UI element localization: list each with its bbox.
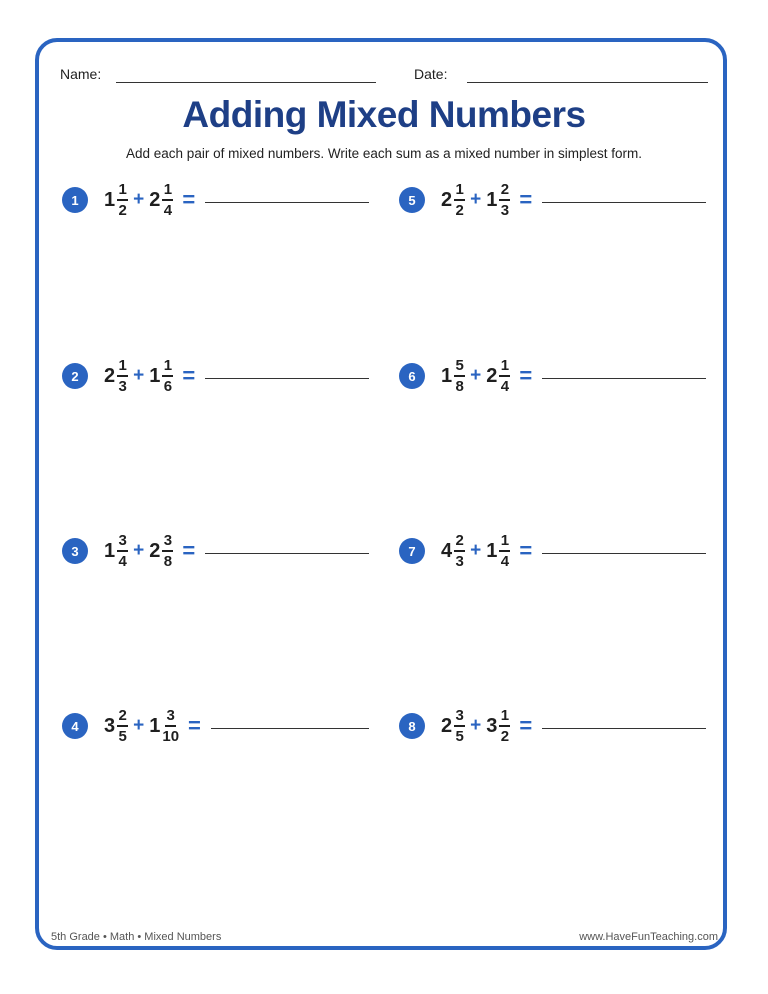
whole-number: 2 xyxy=(104,364,116,387)
problem-1 xyxy=(62,175,369,225)
answer-line[interactable] xyxy=(542,728,706,729)
denominator: 4 xyxy=(500,553,510,570)
plus-sign: + xyxy=(133,189,145,210)
fraction xyxy=(499,708,510,744)
whole-number: 4 xyxy=(441,539,453,562)
numerator: 5 xyxy=(454,358,465,377)
problem-expression xyxy=(441,358,532,394)
answer-line[interactable] xyxy=(205,378,369,379)
equals-sign: = xyxy=(182,187,196,212)
answer-line[interactable] xyxy=(205,553,369,554)
plus-sign: + xyxy=(470,715,482,736)
problem-2 xyxy=(62,351,369,401)
mixed-number xyxy=(441,182,465,218)
mixed-number xyxy=(486,182,510,218)
mixed-number xyxy=(149,533,173,569)
problem-number-badge: 6 xyxy=(399,363,425,389)
problem-number-badge: 8 xyxy=(399,713,425,739)
fraction xyxy=(499,182,510,218)
problem-expression xyxy=(104,358,195,394)
numerator: 2 xyxy=(499,182,510,201)
whole-number: 1 xyxy=(104,188,116,211)
mixed-number xyxy=(104,708,128,744)
whole-number: 1 xyxy=(441,364,453,387)
fraction xyxy=(117,708,128,744)
whole-number: 1 xyxy=(104,539,116,562)
fraction xyxy=(454,708,465,744)
answer-line[interactable] xyxy=(542,202,706,203)
footer-tags: 5th Grade • Math • Mixed Numbers xyxy=(51,931,222,943)
numerator: 3 xyxy=(454,708,465,727)
instructions: Add each pair of mixed numbers. Write each sum as a mixed number in simplest form. xyxy=(126,146,642,161)
problem-number-badge: 2 xyxy=(62,363,88,389)
problem-number-badge: 4 xyxy=(62,713,88,739)
denominator: 8 xyxy=(163,553,173,570)
mixed-number xyxy=(441,708,465,744)
mixed-number xyxy=(149,358,173,394)
mixed-number xyxy=(149,182,173,218)
mixed-number xyxy=(486,533,510,569)
numerator: 1 xyxy=(162,182,173,201)
problem-5 xyxy=(399,175,706,225)
numerator: 3 xyxy=(117,533,128,552)
plus-sign: + xyxy=(133,365,145,386)
numerator: 1 xyxy=(499,358,510,377)
mixed-number xyxy=(441,358,465,394)
mixed-number xyxy=(104,533,128,569)
problem-6 xyxy=(399,351,706,401)
problem-number-badge: 3 xyxy=(62,538,88,564)
fraction xyxy=(162,708,179,744)
denominator: 2 xyxy=(455,202,464,219)
plus-sign: + xyxy=(470,189,482,210)
whole-number: 2 xyxy=(441,714,453,737)
equals-sign: = xyxy=(188,713,201,738)
mixed-number xyxy=(441,533,465,569)
mixed-number xyxy=(104,358,128,394)
problem-expression xyxy=(104,182,195,218)
problem-expression xyxy=(104,533,195,569)
denominator: 2 xyxy=(500,728,510,745)
equals-sign: = xyxy=(182,363,196,388)
whole-number: 3 xyxy=(104,714,116,737)
equals-sign: = xyxy=(519,538,533,563)
fraction xyxy=(162,358,173,394)
fraction xyxy=(499,533,510,569)
fraction xyxy=(117,358,128,394)
denominator: 2 xyxy=(118,202,127,219)
whole-number: 2 xyxy=(486,364,498,387)
problem-number-badge: 5 xyxy=(399,187,425,213)
numerator: 1 xyxy=(499,708,510,727)
numerator: 1 xyxy=(162,358,173,377)
numerator: 1 xyxy=(117,182,128,201)
equals-sign: = xyxy=(182,538,196,563)
date-field-line[interactable] xyxy=(467,82,708,83)
equals-sign: = xyxy=(519,363,533,388)
footer-website: www.HaveFunTeaching.com xyxy=(579,931,718,943)
plus-sign: + xyxy=(470,365,482,386)
whole-number: 2 xyxy=(441,188,453,211)
problem-8 xyxy=(399,701,706,751)
mixed-number xyxy=(486,358,510,394)
numerator: 1 xyxy=(454,182,465,201)
problem-4 xyxy=(62,701,369,751)
whole-number: 1 xyxy=(486,188,498,211)
problem-expression xyxy=(441,708,532,744)
numerator: 1 xyxy=(117,358,128,377)
whole-number: 2 xyxy=(149,188,161,211)
numerator: 2 xyxy=(117,708,128,727)
denominator: 4 xyxy=(163,202,173,219)
plus-sign: + xyxy=(133,540,145,561)
denominator: 4 xyxy=(500,378,510,395)
problem-number-badge: 1 xyxy=(62,187,88,213)
denominator: 5 xyxy=(118,728,127,745)
denominator: 3 xyxy=(118,378,127,395)
whole-number: 2 xyxy=(149,539,161,562)
mixed-number xyxy=(149,708,179,744)
equals-sign: = xyxy=(519,713,533,738)
numerator: 3 xyxy=(162,533,173,552)
fraction xyxy=(117,182,128,218)
plus-sign: + xyxy=(470,540,482,561)
numerator: 3 xyxy=(165,708,176,727)
date-label: Date: xyxy=(414,66,448,82)
problem-number-badge: 7 xyxy=(399,538,425,564)
problem-expression xyxy=(441,182,532,218)
plus-sign: + xyxy=(133,715,145,736)
numerator: 1 xyxy=(499,533,510,552)
denominator: 5 xyxy=(455,728,464,745)
mixed-number xyxy=(104,182,128,218)
denominator: 8 xyxy=(455,378,464,395)
worksheet-title: Adding Mixed Numbers xyxy=(182,94,586,135)
problem-3 xyxy=(62,526,369,576)
denominator: 6 xyxy=(163,378,173,395)
whole-number: 1 xyxy=(149,714,161,737)
equals-sign: = xyxy=(519,187,533,212)
numerator: 2 xyxy=(454,533,465,552)
whole-number: 1 xyxy=(486,539,498,562)
answer-line[interactable] xyxy=(211,728,369,729)
denominator: 3 xyxy=(455,553,464,570)
denominator: 4 xyxy=(118,553,127,570)
fraction xyxy=(454,358,465,394)
answer-line[interactable] xyxy=(542,378,706,379)
mixed-number xyxy=(486,708,510,744)
problem-7 xyxy=(399,526,706,576)
answer-line[interactable] xyxy=(205,202,369,203)
whole-number: 1 xyxy=(149,364,161,387)
fraction xyxy=(454,533,465,569)
fraction xyxy=(454,182,465,218)
answer-line[interactable] xyxy=(542,553,706,554)
name-field-line[interactable] xyxy=(116,82,376,83)
fraction xyxy=(117,533,128,569)
denominator: 10 xyxy=(162,728,180,745)
problem-expression xyxy=(441,533,532,569)
whole-number: 3 xyxy=(486,714,498,737)
fraction xyxy=(162,182,173,218)
fraction xyxy=(499,358,510,394)
denominator: 3 xyxy=(500,202,510,219)
fraction xyxy=(162,533,173,569)
name-label: Name: xyxy=(60,66,102,82)
problem-expression xyxy=(104,708,201,744)
